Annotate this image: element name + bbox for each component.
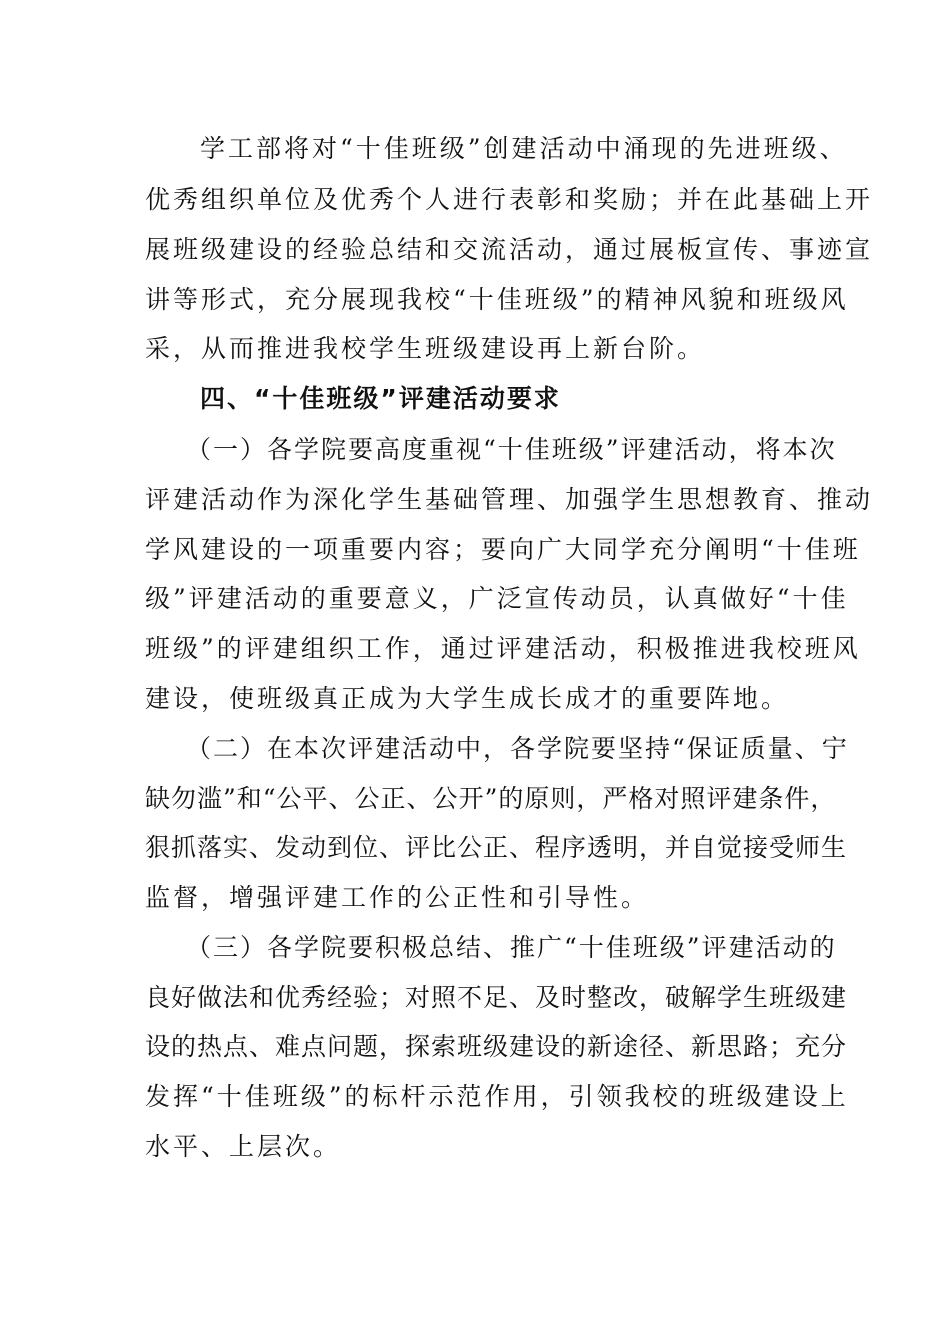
section-heading: 四、“十佳班级”评建活动要求 [200,384,561,413]
text-line: （一）各学院要高度重视“十佳班级”评建活动，将本次 [186,435,837,464]
text-line: 监督，增强评建工作的公正性和引导性。 [145,883,650,912]
text-line: 学工部将对“十佳班级”创建活动中涌现的先进班级、 [200,134,848,163]
text-line: 建设，使班级真正成为大学生成长成才的重要阵地。 [145,684,790,713]
text-line: 设的热点、难点问题，探索班级建设的新途径、新思路；充分 [145,1032,848,1061]
text-line: 良好做法和优秀经验；对照不足、及时整改，破解学生班级建 [145,983,848,1012]
text-line: 采，从而推进我校学生班级建设再上新台阶。 [145,334,706,363]
text-line: 缺勿滥”和“公平、公正、公开”的原则，严格对照评建条件， [145,784,837,813]
text-line: 级”评建活动的重要意义，广泛宣传动员，认真做好“十佳 [145,584,849,613]
text-line: 评建活动作为深化学生基础管理、加强学生思想教育、推动 [145,485,874,514]
text-line: 展班级建设的经验总结和交流活动，通过展板宣传、事迹宣 [145,235,874,264]
text-line: 班级”的评建组织工作，通过评建活动，积极推进我校班风 [145,634,861,663]
text-line: 水平、上层次。 [145,1132,342,1161]
text-line: 优秀组织单位及优秀个人进行表彰和奖励；并在此基础上开 [145,185,874,214]
text-line: 狠抓落实、发动到位、评比公正、程序透明，并自觉接受师生 [145,833,848,862]
text-line: 学风建设的一项重要内容；要向广大同学充分阐明“十佳班 [145,535,861,564]
text-line: （二）在本次评建活动中，各学院要坚持“保证质量、宁 [186,734,849,763]
text-line: 讲等形式，充分展现我校“十佳班级”的精神风貌和班级风 [145,285,849,314]
text-line: 发挥“十佳班级”的标杆示范作用，引领我校的班级建设上 [145,1082,849,1111]
text-line: （三）各学院要积极总结、推广“十佳班级”评建活动的 [186,933,837,962]
